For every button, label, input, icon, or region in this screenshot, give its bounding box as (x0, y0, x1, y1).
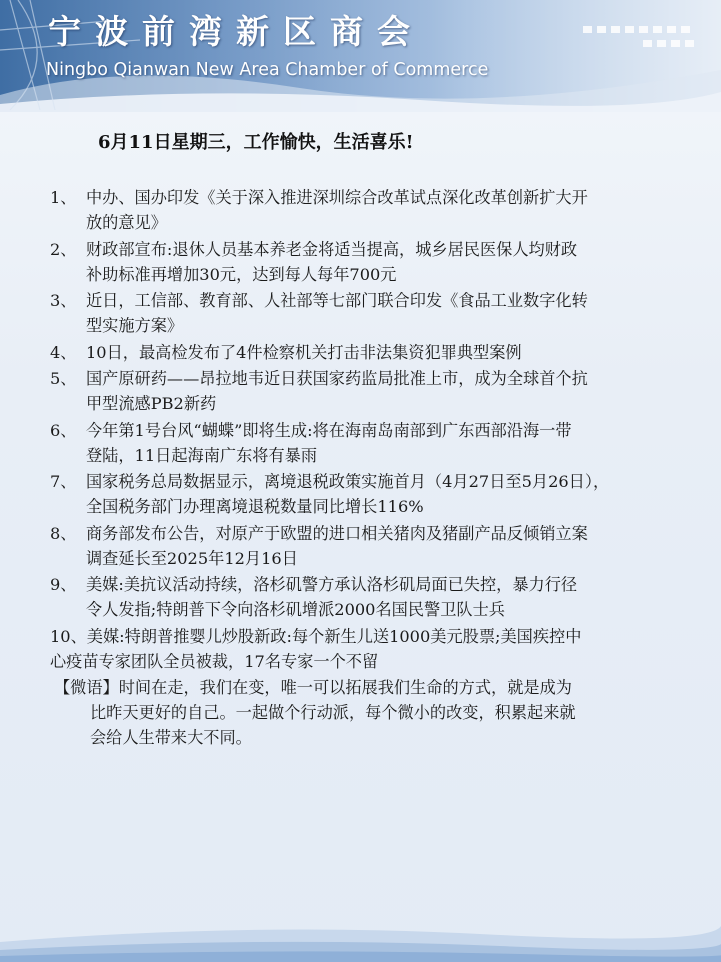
news-item-7: 7、 国家税务总局数据显示，离境退税政策实施首月（4月27日至5月26日）， 全国税务部门办理离境退税数量同比增长116% (50, 472, 610, 516)
news-list (50, 185, 680, 750)
header-title-chinese: 宁波前湾新区商会 (48, 12, 424, 51)
news-item-9: 9、 美媒:美抗议活动持续，洛杉矶警方承认洛杉矶局面已失控，暴力行径 令人发指;特朗普下令向洛杉矶增派2000名国民警卫队士兵 (50, 575, 578, 619)
page-headline: 6月11日星期三，工作愉快，生活喜乐! (98, 132, 414, 153)
news-item-6: 6、 今年第1号台风“蝴蝶”即将生成:将在海南岛南部到广东西部沿海一带 登陆，11日起海南广东将有暴雨 (50, 420, 572, 465)
news-item-1: 1、 中办、国办印发《关于深入推进深圳综合改革试点深化改革创新扩大开 放的意见》 (50, 188, 588, 232)
weiyu-quote: 【微语】时间在走，我们在变，唯一可以拓展我们生命的方式，就是成为 比昨天更好的自己。一起做个行动派，每个微小的改变，积累起来就 会给人生带来大不同。 (54, 678, 576, 747)
news-item-2: 2、 财政部宣布:退休人员基本养老金将适当提高，城乡居民医保人均财政 补助标准再增加30元，达到每人每年700元 (50, 239, 578, 284)
news-item-3: 3、 近日，工信部、教育部、人社部等七部门联合印发《食品工业数字化转 型实施方案》 (50, 291, 588, 335)
banner-dots (583, 26, 713, 66)
header-banner (0, 0, 721, 112)
news-item-10: 10、美媒:特朗普推婴儿炒股新政:每个新生儿送1000美元股票;美国疾控中 心疫苗专家团队全员被裁，17名专家一个不留 (50, 626, 582, 671)
news-item-5: 5、 国产原研药——昂拉地韦近日获国家药监局批准上市，成为全球首个抗 甲型流感PB2新药 (50, 369, 588, 413)
header-title-english: Ningbo Qianwan New Area Chamber of Commerce (46, 60, 489, 80)
news-item-8: 8、 商务部发布公告，对原产于欧盟的进口相关猪肉及猪副产品反倾销立案 调查延长至2025年12月16日 (50, 523, 588, 568)
footer-wave (0, 902, 721, 962)
news-item-4: 4、 10日，最高检发布了4件检察机关打击非法集资犯罪典型案例 (50, 342, 522, 362)
